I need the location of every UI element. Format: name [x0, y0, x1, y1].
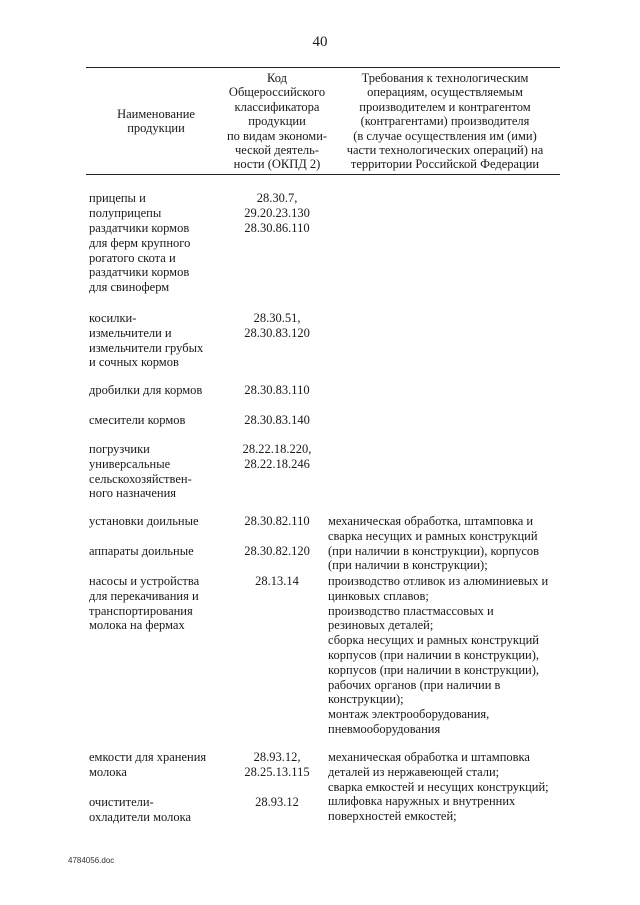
okpd-code-cell [225, 311, 329, 341]
header-col-name-line: продукции [127, 121, 185, 136]
text-line: для ферм крупного [89, 235, 191, 250]
text-line: механическая обработка, штамповка и [328, 514, 534, 528]
header-col-name-line: Наименование [117, 107, 195, 121]
header-col-req-line: Требования к технологическим [361, 71, 529, 85]
header-col-req-line: производителем и контрагентом [359, 99, 531, 114]
text-line: производство пластмассовых и [328, 603, 494, 618]
text-line: для свиноферм [89, 280, 170, 295]
text-line: 28.30.86.110 [244, 221, 310, 235]
text-line: погрузчики [89, 442, 150, 456]
header-col-code-line: Общероссийского [228, 85, 326, 100]
product-name-cell [89, 191, 229, 221]
okpd-code-cell [225, 544, 329, 559]
header-col-code-line: ческой деятель- [235, 143, 319, 158]
text-line: 29.20.23.130 [244, 205, 310, 220]
text-line: очистители- [89, 795, 154, 809]
text-line: установки доильные [89, 514, 199, 528]
text-line: 28.30.51, [253, 311, 301, 325]
header-col-code-line: Код [267, 71, 287, 85]
text-line: корпусов (при наличии в конструкции), [328, 647, 540, 662]
text-line: рогатого скота и [89, 250, 176, 265]
text-line: 28.25.13.115 [244, 764, 310, 779]
text-line: измельчители грубых [89, 340, 204, 355]
text-line: смесители кормов [89, 413, 186, 427]
text-line: измельчители и [89, 325, 172, 340]
text-line: цинковых сплавов; [328, 588, 429, 603]
text-line: сборка несущих и рамных конструкций [328, 633, 539, 648]
text-line: сварка несущих и рамных конструкций [328, 528, 538, 543]
text-line: корпусов (при наличии в конструкции), [328, 662, 540, 677]
okpd-code-cell [225, 191, 329, 221]
text-line: 28.13.14 [255, 574, 299, 588]
text-line: (при наличии в конструкции), корпусов [328, 543, 540, 558]
text-line: 28.30.82.110 [244, 514, 310, 528]
product-name-cell [89, 383, 229, 398]
text-line: полуприцепы [89, 205, 162, 220]
text-line: 28.30.82.120 [244, 544, 310, 558]
text-line: шлифовка наружных и внутренних [328, 794, 516, 809]
text-line: ного назначения [89, 486, 177, 501]
text-line: резиновых деталей; [328, 618, 434, 633]
text-line: аппараты доильные [89, 544, 194, 558]
product-name-cell [89, 413, 229, 428]
header-col-code-line: ности (ОКПД 2) [233, 157, 321, 172]
text-line: монтаж электрооборудования, [328, 707, 490, 722]
product-name-cell [89, 795, 229, 825]
requirements-cell [328, 750, 568, 824]
text-line: и сочных кормов [89, 355, 179, 370]
text-line: механическая обработка и штамповка [328, 750, 530, 764]
text-line: универсальные [89, 456, 171, 471]
text-line: (при наличии в конструкции); [328, 558, 488, 573]
header-bottom-rule [86, 174, 560, 175]
text-line: пневмооборудования [328, 721, 441, 736]
header-col-code-line: классификатора [234, 99, 320, 114]
page-number: 40 [312, 34, 328, 50]
text-line: 28.30.83.140 [244, 413, 310, 427]
text-line: 28.30.7, [256, 191, 298, 205]
header-top-rule [86, 67, 560, 68]
text-line: емкости для хранения [89, 750, 207, 764]
product-name-cell [89, 442, 229, 501]
header-col-req-line: (в случае осуществления им (ими) [353, 128, 537, 143]
requirements-cell [328, 514, 568, 573]
product-name-cell [89, 750, 229, 780]
text-line: прицепы и [89, 191, 146, 205]
text-line: транспортирования [89, 603, 193, 618]
document-footer: 4784056.doc [68, 856, 115, 865]
header-col-code-line: продукции [248, 114, 306, 129]
requirements-cell [328, 574, 568, 737]
okpd-code-cell [225, 750, 329, 780]
text-line: 28.22.18.220, [242, 442, 312, 456]
product-name-cell [89, 574, 229, 633]
text-line: 28.30.83.120 [244, 325, 310, 340]
product-name-cell [89, 221, 229, 295]
text-line: насосы и устройства [89, 574, 200, 588]
product-name-cell [89, 311, 229, 370]
text-line: 28.93.12 [255, 795, 299, 809]
header-col-name [86, 107, 226, 136]
text-line: сельскохозяйствен- [89, 471, 192, 486]
text-line: 28.93.12, [253, 750, 301, 764]
text-line: конструкции); [328, 692, 404, 707]
text-line: косилки- [89, 311, 137, 325]
header-col-req-line: части технологических операций) на [346, 143, 544, 158]
okpd-code-cell [225, 413, 329, 428]
okpd-code-cell [225, 514, 329, 529]
text-line: раздатчики кормов [89, 221, 190, 235]
okpd-code-cell [225, 383, 329, 398]
header-col-req-line: (контрагентами) производителя [360, 114, 530, 129]
text-line: рабочих органов (при наличии в [328, 677, 501, 692]
text-line: деталей из нержавеющей стали; [328, 764, 500, 779]
text-line: охладители молока [89, 809, 192, 824]
text-line: 28.22.18.246 [244, 456, 310, 471]
okpd-code-cell [225, 442, 329, 472]
header-col-req-line: территории Российской Федерации [350, 157, 540, 172]
product-name-cell [89, 544, 229, 559]
text-line: для перекачивания и [89, 588, 199, 603]
text-line: производство отливок из алюминиевых и [328, 574, 549, 588]
text-line: раздатчики кормов [89, 265, 190, 280]
text-line: молока [89, 764, 127, 779]
header-col-req-line: операциям, осуществляемым [367, 85, 523, 100]
header-col-requirements [322, 71, 568, 172]
text-line: дробилки для кормов [89, 383, 203, 397]
okpd-code-cell [225, 574, 329, 589]
text-line: поверхностей емкостей; [328, 809, 457, 824]
okpd-code-cell [225, 221, 329, 236]
text-line: сварка емкостей и несущих конструкций; [328, 779, 549, 794]
header-col-code [216, 71, 338, 172]
header-col-code-line: по видам экономи- [226, 128, 328, 143]
text-line: молока на фермах [89, 618, 185, 633]
product-name-cell [89, 514, 229, 529]
text-line: 28.30.83.110 [244, 383, 310, 397]
okpd-code-cell [225, 795, 329, 810]
